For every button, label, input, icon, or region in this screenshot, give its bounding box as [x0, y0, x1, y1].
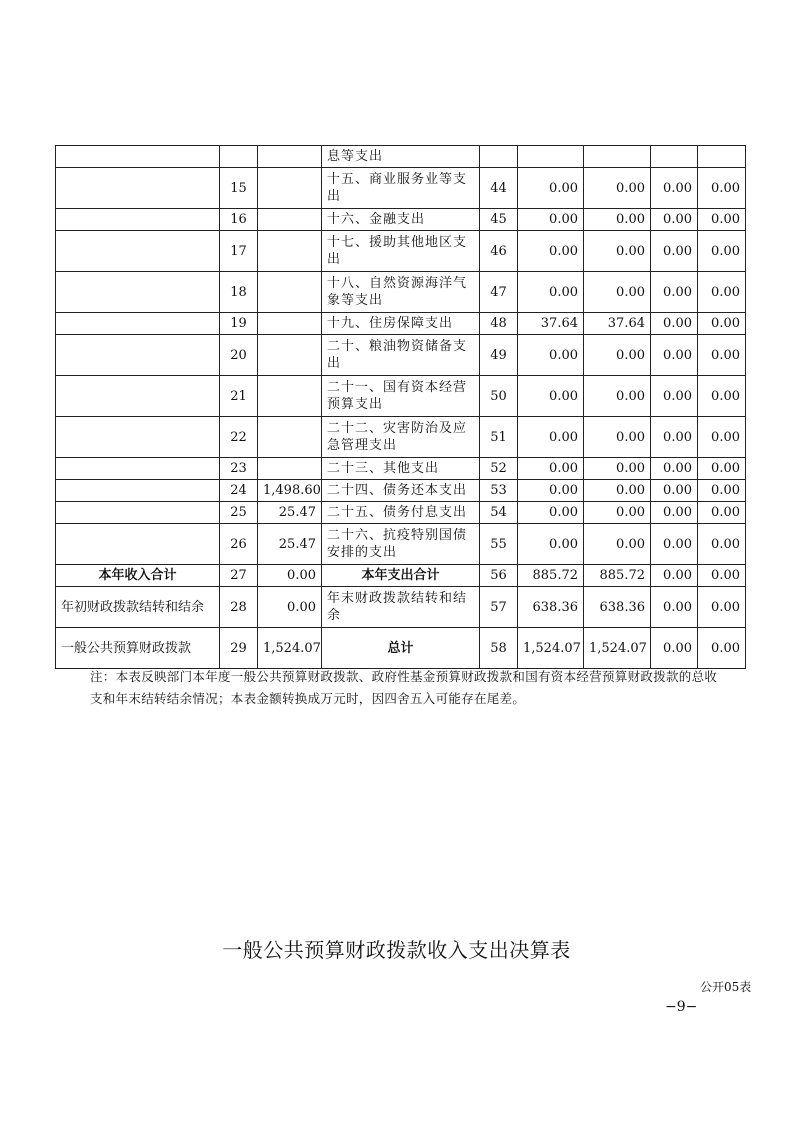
expense-item-cell: 二十二、灾害防治及应急管理支出 — [322, 417, 480, 458]
basic-expense-cell: 885.72 — [584, 565, 651, 587]
income-amount-cell: 25.47 — [258, 502, 322, 524]
income-line-no-cell: 26 — [220, 524, 258, 565]
project-expense-cell: 0.00 — [651, 335, 698, 376]
income-line-no-cell: 23 — [220, 458, 258, 480]
total-amount-cell: 0.00 — [518, 458, 584, 480]
income-item-cell: 一般公共预算财政拨款 — [56, 628, 220, 669]
income-item-cell — [56, 146, 220, 168]
total-amount-cell: 1,524.07 — [518, 628, 584, 669]
expense-line-no-cell: 53 — [480, 480, 518, 502]
expense-item-cell: 年末财政拨款结转和结余 — [322, 587, 480, 628]
project-expense-cell — [651, 146, 698, 168]
total-amount-cell: 885.72 — [518, 565, 584, 587]
expense-line-no-cell: 50 — [480, 376, 518, 417]
basic-expense-cell: 1,524.07 — [584, 628, 651, 669]
table-row — [56, 231, 746, 272]
income-item-cell — [56, 313, 220, 335]
income-amount-cell — [258, 231, 322, 272]
income-amount-cell: 1,498.60 — [258, 480, 322, 502]
income-item-cell — [56, 417, 220, 458]
income-item-cell: 年初财政拨款结转和结余 — [56, 587, 220, 628]
expense-item-cell: 十九、住房保障支出 — [322, 313, 480, 335]
income-line-no-cell — [220, 146, 258, 168]
income-line-no-cell: 27 — [220, 565, 258, 587]
project-expense-cell: 0.00 — [651, 231, 698, 272]
project-expense-cell: 0.00 — [651, 209, 698, 231]
income-line-no-cell: 25 — [220, 502, 258, 524]
document-title: 一般公共预算财政拨款收入支出决算表 — [222, 938, 571, 962]
income-item-cell — [56, 209, 220, 231]
table-row — [56, 417, 746, 458]
basic-expense-cell: 0.00 — [584, 335, 651, 376]
total-amount-cell: 0.00 — [518, 417, 584, 458]
basic-expense-cell — [584, 146, 651, 168]
income-line-no-cell: 24 — [220, 480, 258, 502]
table-row — [56, 480, 746, 502]
income-amount-cell — [258, 146, 322, 168]
expense-item-cell: 十五、商业服务业等支出 — [322, 168, 480, 209]
basic-expense-cell: 0.00 — [584, 168, 651, 209]
expense-item-cell: 二十三、其他支出 — [322, 458, 480, 480]
total-amount-cell: 0.00 — [518, 209, 584, 231]
other-amount-cell — [698, 146, 746, 168]
income-amount-cell — [258, 417, 322, 458]
other-amount-cell: 0.00 — [698, 628, 746, 669]
income-line-no-cell: 18 — [220, 272, 258, 313]
total-amount-cell: 0.00 — [518, 480, 584, 502]
income-item-cell — [56, 272, 220, 313]
other-amount-cell: 0.00 — [698, 313, 746, 335]
income-amount-cell: 0.00 — [258, 587, 322, 628]
expense-line-no-cell: 54 — [480, 502, 518, 524]
project-expense-cell: 0.00 — [651, 458, 698, 480]
table-row — [56, 313, 746, 335]
expense-line-no-cell: 46 — [480, 231, 518, 272]
total-amount-cell: 0.00 — [518, 168, 584, 209]
project-expense-cell: 0.00 — [651, 565, 698, 587]
expense-line-no-cell: 45 — [480, 209, 518, 231]
table-row — [56, 168, 746, 209]
expense-line-no-cell: 47 — [480, 272, 518, 313]
expense-line-no-cell: 56 — [480, 565, 518, 587]
other-amount-cell: 0.00 — [698, 272, 746, 313]
income-line-no-cell: 29 — [220, 628, 258, 669]
total-amount-cell: 0.00 — [518, 335, 584, 376]
project-expense-cell: 0.00 — [651, 168, 698, 209]
income-line-no-cell: 20 — [220, 335, 258, 376]
income-item-cell — [56, 524, 220, 565]
total-amount-cell: 0.00 — [518, 231, 584, 272]
total-amount-cell: 0.00 — [518, 376, 584, 417]
basic-expense-cell: 0.00 — [584, 231, 651, 272]
income-line-no-cell: 19 — [220, 313, 258, 335]
other-amount-cell: 0.00 — [698, 376, 746, 417]
basic-expense-cell: 638.36 — [584, 587, 651, 628]
table-body — [56, 146, 746, 669]
expense-item-cell: 息等支出 — [322, 146, 480, 168]
expense-item-cell: 二十、粮油物资储备支出 — [322, 335, 480, 376]
income-amount-cell — [258, 313, 322, 335]
expense-item-cell: 二十六、抗疫特别国债安排的支出 — [322, 524, 480, 565]
total-amount-cell: 0.00 — [518, 502, 584, 524]
expense-item-cell: 十七、援助其他地区支出 — [322, 231, 480, 272]
project-expense-cell: 0.00 — [651, 376, 698, 417]
table-row — [56, 502, 746, 524]
project-expense-cell: 0.00 — [651, 502, 698, 524]
other-amount-cell: 0.00 — [698, 565, 746, 587]
other-amount-cell: 0.00 — [698, 335, 746, 376]
income-line-no-cell: 16 — [220, 209, 258, 231]
project-expense-cell: 0.00 — [651, 417, 698, 458]
income-amount-cell — [258, 209, 322, 231]
expense-item-cell: 十八、自然资源海洋气象等支出 — [322, 272, 480, 313]
project-expense-cell: 0.00 — [651, 272, 698, 313]
total-amount-cell: 37.64 — [518, 313, 584, 335]
total-amount-cell: 638.36 — [518, 587, 584, 628]
expense-line-no-cell: 58 — [480, 628, 518, 669]
income-item-cell — [56, 168, 220, 209]
form-number: 公开05表 — [700, 980, 752, 994]
other-amount-cell: 0.00 — [698, 231, 746, 272]
total-amount-cell: 0.00 — [518, 272, 584, 313]
project-expense-cell: 0.00 — [651, 524, 698, 565]
project-expense-cell: 0.00 — [651, 587, 698, 628]
income-amount-cell: 25.47 — [258, 524, 322, 565]
basic-expense-cell: 0.00 — [584, 502, 651, 524]
basic-expense-cell: 0.00 — [584, 524, 651, 565]
table-row — [56, 335, 746, 376]
income-line-no-cell: 17 — [220, 231, 258, 272]
table-note: 注：本表反映部门本年度一般公共预算财政拨款、政府性基金预算财政拨款和国有资本经营预算财政拨款的总收支和年末结转结余情况；本表金额转换成万元时，因四舍五入可能存在尾差。 — [90, 669, 718, 706]
table-row — [56, 524, 746, 565]
table-row — [56, 376, 746, 417]
total-amount-cell — [518, 146, 584, 168]
expense-line-no-cell — [480, 146, 518, 168]
basic-expense-cell: 0.00 — [584, 417, 651, 458]
table-row — [56, 587, 746, 628]
table-row — [56, 565, 746, 587]
income-amount-cell — [258, 376, 322, 417]
expense-item-cell: 总计 — [322, 628, 480, 669]
expense-item-cell: 二十四、债务还本支出 — [322, 480, 480, 502]
expense-item-cell: 二十五、债务付息支出 — [322, 502, 480, 524]
budget-table — [55, 145, 746, 669]
income-amount-cell: 1,524.07 — [258, 628, 322, 669]
income-item-cell: 本年收入合计 — [56, 565, 220, 587]
project-expense-cell: 0.00 — [651, 480, 698, 502]
income-item-cell — [56, 502, 220, 524]
income-amount-cell — [258, 458, 322, 480]
expense-line-no-cell: 55 — [480, 524, 518, 565]
project-expense-cell: 0.00 — [651, 628, 698, 669]
income-item-cell — [56, 231, 220, 272]
other-amount-cell: 0.00 — [698, 168, 746, 209]
other-amount-cell: 0.00 — [698, 417, 746, 458]
income-item-cell — [56, 480, 220, 502]
expense-item-cell: 十六、金融支出 — [322, 209, 480, 231]
income-line-no-cell: 21 — [220, 376, 258, 417]
page-number: −9− — [665, 999, 698, 1015]
other-amount-cell: 0.00 — [698, 209, 746, 231]
income-item-cell — [56, 376, 220, 417]
basic-expense-cell: 0.00 — [584, 376, 651, 417]
expense-line-no-cell: 44 — [480, 168, 518, 209]
income-amount-cell — [258, 168, 322, 209]
income-amount-cell: 0.00 — [258, 565, 322, 587]
table-row — [56, 146, 746, 168]
other-amount-cell: 0.00 — [698, 587, 746, 628]
basic-expense-cell: 0.00 — [584, 458, 651, 480]
income-line-no-cell: 15 — [220, 168, 258, 209]
expense-line-no-cell: 51 — [480, 417, 518, 458]
table-row — [56, 458, 746, 480]
income-line-no-cell: 28 — [220, 587, 258, 628]
income-amount-cell — [258, 335, 322, 376]
other-amount-cell: 0.00 — [698, 480, 746, 502]
basic-expense-cell: 0.00 — [584, 272, 651, 313]
other-amount-cell: 0.00 — [698, 458, 746, 480]
basic-expense-cell: 0.00 — [584, 480, 651, 502]
expense-item-cell: 二十一、国有资本经营预算支出 — [322, 376, 480, 417]
other-amount-cell: 0.00 — [698, 502, 746, 524]
table-row — [56, 272, 746, 313]
expense-line-no-cell: 52 — [480, 458, 518, 480]
project-expense-cell: 0.00 — [651, 313, 698, 335]
expense-line-no-cell: 49 — [480, 335, 518, 376]
income-item-cell — [56, 335, 220, 376]
expense-item-cell: 本年支出合计 — [322, 565, 480, 587]
table-row — [56, 628, 746, 669]
expense-line-no-cell: 48 — [480, 313, 518, 335]
income-item-cell — [56, 458, 220, 480]
expense-line-no-cell: 57 — [480, 587, 518, 628]
income-amount-cell — [258, 272, 322, 313]
basic-expense-cell: 37.64 — [584, 313, 651, 335]
income-line-no-cell: 22 — [220, 417, 258, 458]
basic-expense-cell: 0.00 — [584, 209, 651, 231]
other-amount-cell: 0.00 — [698, 524, 746, 565]
total-amount-cell: 0.00 — [518, 524, 584, 565]
table-row — [56, 209, 746, 231]
